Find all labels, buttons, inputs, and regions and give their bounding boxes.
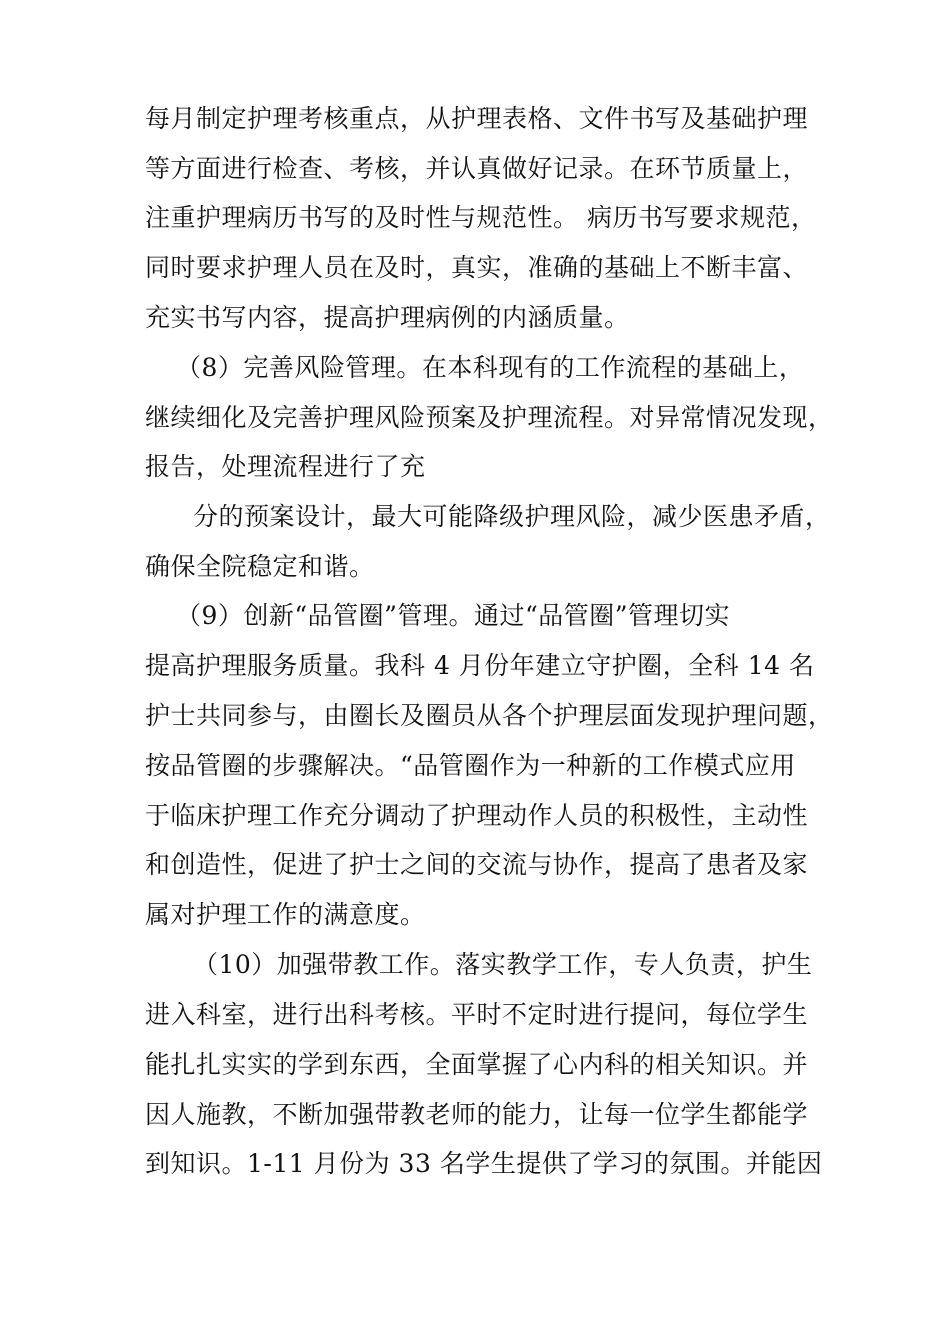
text-line: 提高护理服务质量。我科 4 月份年建立守护圈，全科 14 名 [145,651,815,680]
paragraph-start-line: 分的预案设计，最大可能降级护理风险，减少医患矛盾， [193,502,831,531]
text-line: 和创造性，促进了护士之间的交流与协作，提高了患者及家 [145,850,809,879]
text-line: 每月制定护理考核重点，从护理表格、文件书写及基础护理 [145,104,809,133]
text-line: 继续细化及完善护理风险预案及护理流程。对异常情况发现， [145,403,834,432]
text-line: 属对护理工作的满意度。 [145,900,426,929]
paragraph-start-line: （9）创新“品管圈”管理。通过“品管圈”管理切实 [176,601,731,630]
text-line: 同时要求护理人员在及时，真实，准确的基础上不断丰富、 [145,253,809,282]
text-line: 确保全院稳定和谐。 [145,552,375,581]
text-line: 按品管圈的步骤解决。“品管圈作为一种新的工作模式应用 [145,751,796,780]
text-line: 能扎扎实实的学到东西，全面掌握了心内科的相关知识。并 [145,1050,809,1079]
text-line: 于临床护理工作充分调动了护理动作人员的积极性，主动性 [145,801,809,830]
text-line: 因人施教，不断加强带教老师的能力，让每一位学生都能学 [145,1100,809,1129]
text-line: 充实书写内容，提高护理病例的内涵质量。 [145,303,630,332]
text-line: 等方面进行检查、考核，并认真做好记录。在环节质量上， [145,154,809,183]
text-line: 注重护理病历书写的及时性与规范性。 病历书写要求规范， [145,203,817,232]
text-line: 到知识。1-11 月份为 33 名学生提供了学习的氛围。并能因 [145,1149,823,1178]
paragraph-start-line: （10）加强带教工作。落实教学工作，专人负责，护生 [193,950,813,979]
text-line: 进入科室，进行出科考核。平时不定时进行提问，每位学生 [145,1000,809,1029]
text-line: 报告，处理流程进行了充 [145,452,426,481]
paragraph-start-line: （8）完善风险管理。在本科现有的工作流程的基础上， [176,353,805,382]
text-line: 护士共同参与，由圈长及圈员从各个护理层面发现护理问题， [145,701,834,730]
